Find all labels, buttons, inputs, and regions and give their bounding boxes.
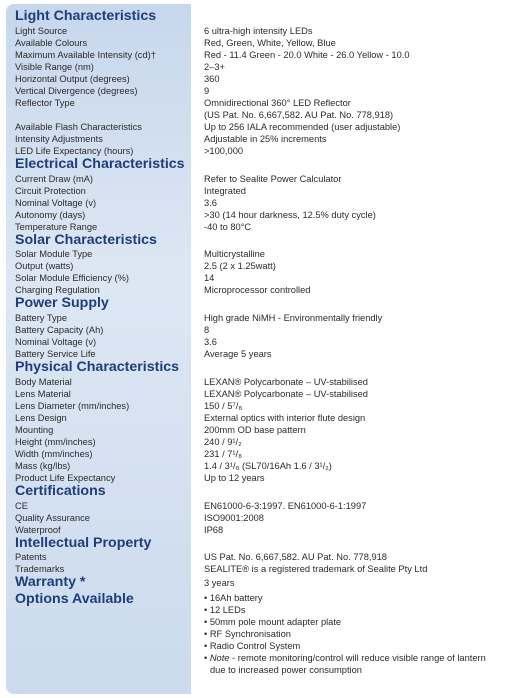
warranty-value: 3 years	[204, 577, 235, 588]
spec-value	[195, 500, 522, 512]
section-title: Electrical Characteristics	[15, 156, 185, 173]
spec-label: Waterproof	[15, 524, 61, 535]
spec-row	[6, 133, 522, 145]
spec-value	[195, 248, 522, 260]
spec-value	[195, 221, 522, 233]
spec-value-line: EN61000-6-3:1997. EN61000-6-1:1997	[204, 500, 367, 511]
spec-value-line: -40 to 80°C	[204, 221, 252, 232]
spec-row	[6, 248, 522, 260]
spec-value	[195, 284, 522, 296]
spec-label: Available Colours	[15, 37, 88, 48]
spec-row	[6, 512, 522, 524]
spec-row	[6, 121, 522, 133]
spec-row	[6, 448, 522, 460]
spec-label: Maximum Available Intensity (cd)†	[15, 49, 156, 60]
spec-value-line: 1.4 / 3¹/₈ (SL70/16Ah 1.6 / 3¹/₂)	[204, 460, 332, 471]
spec-value-line: SEALITE® is a registered trademark of Sealite Pty Ltd	[204, 564, 428, 575]
spec-label: Battery Capacity (Ah)	[15, 324, 104, 335]
spec-label: Output (watts)	[15, 261, 74, 272]
spec-value	[195, 524, 522, 536]
spec-value-line: 9	[204, 85, 210, 96]
spec-value-line: Red, Green, White, Yellow, Blue	[204, 37, 336, 48]
spec-row	[6, 436, 522, 448]
spec-row	[6, 97, 522, 121]
spec-value	[195, 197, 522, 209]
spec-value	[195, 448, 522, 460]
note-label: Note	[209, 653, 230, 664]
spec-value	[195, 37, 522, 49]
spec-label: Temperature Range	[15, 221, 98, 232]
section-title-options: Options Available	[15, 591, 134, 607]
spec-value-line: Up to 256 IALA recommended (user adjustable)	[204, 121, 401, 132]
spec-sheet-panel	[6, 4, 522, 694]
option-item: • RF Synchronisation	[204, 628, 291, 639]
note-text-continued: due to increased power consumption	[210, 665, 362, 676]
section-title-warranty: Warranty *	[15, 574, 86, 591]
spec-label: Charging Regulation	[15, 285, 100, 296]
spec-row	[6, 324, 522, 336]
spec-label: Mass (kg/lbs)	[15, 460, 71, 471]
spec-value-line: ISO9001:2008	[204, 512, 264, 523]
spec-value-line: Omnidirectional 360° LED Reflector	[204, 97, 351, 108]
spec-value-line: Integrated	[204, 185, 246, 196]
spec-label: Circuit Protection	[15, 185, 86, 196]
spec-label: Vertical Divergence (degrees)	[15, 85, 138, 96]
spec-value-line: 2–3+	[204, 61, 225, 72]
spec-value-line: Adjustable in 25% increments	[204, 133, 327, 144]
spec-row	[6, 25, 522, 37]
spec-label: Quality Assurance	[15, 512, 90, 523]
spec-value	[195, 412, 522, 424]
section-title: Solar Characteristics	[15, 231, 157, 248]
spec-row	[6, 376, 522, 388]
spec-value	[195, 388, 522, 400]
spec-label: Current Draw (mA)	[15, 173, 93, 184]
spec-value-line: 240 / 9¹/₂	[204, 436, 242, 447]
spec-value-line: 14	[204, 273, 215, 284]
spec-value	[195, 173, 522, 185]
spec-row	[6, 272, 522, 284]
note-text: - remote monitoring/control will reduce visible range of lantern	[229, 653, 486, 664]
spec-value-line: External optics with interior flute design	[204, 412, 366, 423]
options-row	[6, 592, 522, 676]
spec-label: Lens Design	[15, 412, 67, 423]
spec-label: Battery Service Life	[15, 349, 96, 360]
option-item: • 50mm pole mount adapter plate	[204, 616, 342, 627]
spec-label: Lens Material	[15, 388, 71, 399]
spec-label: Body Material	[15, 376, 72, 387]
spec-label: Trademarks	[15, 564, 65, 575]
spec-value	[195, 324, 522, 336]
spec-row	[6, 185, 522, 197]
spec-label: Light Source	[15, 25, 68, 36]
spec-value-line: >100,000	[204, 145, 244, 156]
spec-value	[195, 312, 522, 324]
spec-label: Reflector Type	[15, 97, 75, 108]
spec-value-line: 8	[204, 324, 210, 335]
spec-table	[6, 9, 522, 676]
spec-row	[6, 209, 522, 221]
spec-value	[195, 460, 522, 472]
section-title: Certifications	[15, 483, 106, 500]
spec-value-line: (US Pat. No. 6,667,582. AU Pat. No. 778,918)	[204, 109, 394, 120]
spec-row	[6, 400, 522, 412]
spec-label: CE	[15, 500, 28, 511]
spec-value-line: Microprocessor controlled	[204, 285, 311, 296]
section-title: Physical Characteristics	[15, 359, 180, 376]
spec-value-line: Red - 11.4 Green - 20.0 White - 26.0 Yellow - 10.0	[204, 49, 410, 60]
spec-label: Battery Type	[15, 312, 68, 323]
spec-label: Patents	[15, 552, 47, 563]
spec-value-line: Average 5 years	[204, 349, 272, 360]
spec-label: Available Flash Characteristics	[15, 121, 142, 132]
spec-value-line: IP68	[204, 524, 224, 535]
spec-value-line: 6 ultra-high intensity LEDs	[204, 25, 313, 36]
spec-value	[195, 97, 522, 121]
spec-value	[195, 424, 522, 436]
spec-value	[195, 145, 522, 157]
spec-value-line: Refer to Sealite Power Calculator	[204, 173, 342, 184]
spec-row	[6, 49, 522, 61]
warranty-row	[6, 575, 522, 591]
spec-value-line: Up to 12 years	[204, 473, 265, 483]
spec-value	[195, 512, 522, 524]
spec-label: Autonomy (days)	[15, 209, 86, 220]
spec-value-line: >30 (14 hour darkness, 12.5% duty cycle)	[204, 209, 376, 220]
spec-value	[195, 73, 522, 85]
spec-row	[6, 221, 522, 233]
spec-label: Width (mm/inches)	[15, 448, 93, 459]
spec-value	[195, 25, 522, 37]
spec-row	[6, 500, 522, 512]
spec-label: Height (mm/inches)	[15, 436, 96, 447]
spec-value-line: 3.6	[204, 337, 217, 348]
spec-row	[6, 260, 522, 272]
options-list	[195, 592, 522, 676]
spec-value	[195, 209, 522, 221]
spec-value	[195, 376, 522, 388]
spec-value	[195, 348, 522, 360]
spec-value-line: 360	[204, 73, 220, 84]
spec-row	[6, 312, 522, 324]
spec-value-line: 231 / 7¹/₈	[204, 448, 242, 459]
spec-row	[6, 388, 522, 400]
spec-value	[195, 400, 522, 412]
spec-value	[195, 121, 522, 133]
option-item: • 16Ah battery	[204, 592, 263, 603]
spec-row	[6, 336, 522, 348]
options-note: • Note - remote monitoring/control will reduce visible range of lantern	[204, 653, 486, 664]
spec-value-line: 200mm OD base pattern	[204, 424, 306, 435]
spec-label: Nominal Voltage (v)	[15, 197, 97, 208]
section-title: Power Supply	[15, 295, 109, 312]
spec-label: LED Life Expectancy (hours)	[15, 145, 134, 156]
spec-label: Mounting	[15, 424, 54, 435]
spec-label: Horizontal Output (degrees)	[15, 73, 130, 84]
spec-label: Product Life Expectancy	[15, 473, 116, 483]
spec-value	[195, 133, 522, 145]
spec-value	[195, 49, 522, 61]
spec-row	[6, 73, 522, 85]
spec-label: Visible Range (nm)	[15, 61, 94, 72]
spec-value-line: 150 / 5⁷/₈	[204, 400, 243, 411]
spec-value	[195, 61, 522, 73]
spec-label: Intensity Adjustments	[15, 133, 103, 144]
spec-row	[6, 197, 522, 209]
spec-value	[195, 336, 522, 348]
spec-value-line: 3.6	[204, 197, 217, 208]
spec-value	[195, 563, 522, 575]
spec-row	[6, 551, 522, 563]
spec-label: Solar Module Type	[15, 249, 93, 260]
spec-row	[6, 424, 522, 436]
spec-value	[195, 272, 522, 284]
spec-row	[6, 524, 522, 536]
spec-value	[195, 185, 522, 197]
spec-label: Solar Module Efficiency (%)	[15, 273, 130, 284]
spec-value	[195, 472, 522, 484]
spec-label: Nominal Voltage (v)	[15, 337, 97, 348]
spec-row	[6, 460, 522, 472]
spec-value	[195, 436, 522, 448]
spec-value-line: 2.5 (2 x 1.25watt)	[204, 261, 276, 272]
option-item: • 12 LEDs	[204, 604, 246, 615]
spec-value-line: LEXAN® Polycarbonate – UV-stabilised	[204, 376, 368, 387]
spec-value-line: LEXAN® Polycarbonate – UV-stabilised	[204, 388, 368, 399]
spec-row	[6, 61, 522, 73]
spec-value	[195, 85, 522, 97]
option-item: • Radio Control System	[204, 640, 301, 651]
section-title: Intellectual Property	[15, 534, 152, 551]
spec-value-line: Multicrystalline	[204, 249, 265, 260]
spec-row	[6, 85, 522, 97]
spec-row	[6, 412, 522, 424]
spec-row	[6, 37, 522, 49]
section-title: Light Characteristics	[15, 8, 157, 24]
spec-row	[6, 173, 522, 185]
spec-value-line: US Pat. No. 6,667,582. AU Pat. No. 778,918	[204, 552, 387, 563]
spec-value-line: High grade NiMH - Environmentally friendly	[204, 312, 383, 323]
spec-label: Lens Diameter (mm/inches)	[15, 400, 130, 411]
spec-value	[195, 551, 522, 563]
spec-value	[195, 260, 522, 272]
